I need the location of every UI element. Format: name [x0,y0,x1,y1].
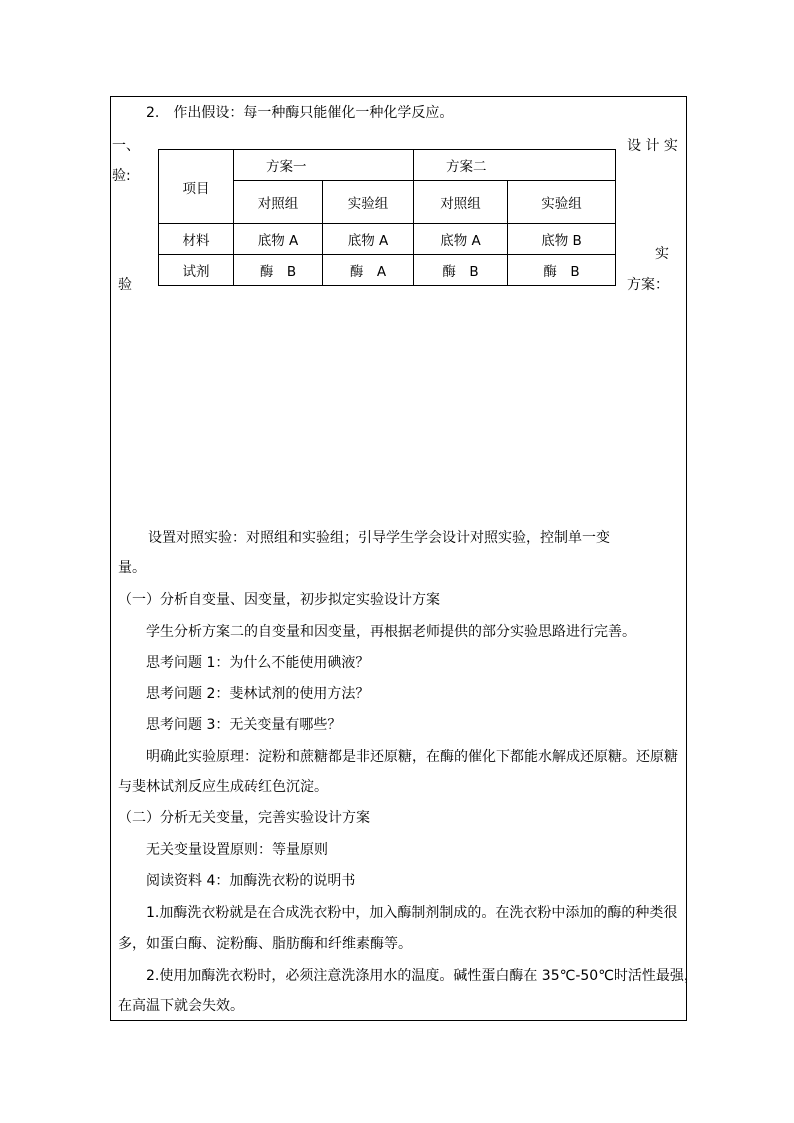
table-row [159,255,616,286]
header-plan1: 方案一 [234,150,414,181]
table-cell: 酶 B [508,255,616,286]
principle-line2: 与斐林试剂反应生成砖红色沉淀。 [118,779,328,795]
side-label-three: 验 [118,277,132,293]
table-cell: 酶 B [234,255,323,286]
row-label: 试剂 [159,255,234,286]
table-cell: 底物 A [323,224,414,255]
side-label-two: 验: [112,168,131,184]
principle-line1: 明确此实验原理：淀粉和蔗糖都是非还原糖，在酶的催化下都能水解成还原糖。还原糖 [146,749,678,765]
header-plan2: 方案二 [414,150,616,181]
experiment-plan-table [158,149,616,286]
item2-line2: 在高温下就会失效。 [118,998,244,1014]
header-experiment-2: 实验组 [508,181,616,224]
table-cell: 底物 A [414,224,508,255]
side-right-design: 设 计 实 [627,138,678,154]
question-1: 思考问题 1：为什么不能使用碘液？ [146,655,370,671]
side-right-shi: 实 [655,246,669,262]
row-label: 材料 [159,224,234,255]
header-control-2: 对照组 [414,181,508,224]
header-experiment-1: 实验组 [323,181,414,224]
side-label-one: 一、 [112,138,140,154]
table-cell: 酶 A [323,255,414,286]
item1-line2: 多，如蛋白酶、淀粉酶、脂肪酶和纤维素酶等。 [118,936,412,952]
table-cell: 酶 B [414,255,508,286]
side-right-plan: 方案： [627,277,669,293]
question-3: 思考问题 3：无关变量有哪些？ [146,717,342,733]
section1-title: （一）分析自变量、因变量，初步拟定实验设计方案 [118,592,440,608]
item1-line1: 1.加酶洗衣粉就是在合成洗衣粉中，加入酶制剂制成的。在洗衣粉中添加的酶的种类很 [146,905,678,921]
section2-title: （二）分析无关变量，完善实验设计方案 [118,810,370,826]
question-2: 思考问题 2：斐林试剂的使用方法？ [146,686,370,702]
principle-equal: 无关变量设置原则：等量原则 [146,842,328,858]
student-analysis: 学生分析方案二的自变量和因变量，再根据老师提供的部分实验思路进行完善。 [146,624,636,640]
control-setup-line2: 量。 [118,560,146,576]
control-setup-line1: 设置对照实验：对照组和实验组；引导学生学会设计对照实验，控制单一变 [148,530,610,546]
table-cell: 底物 B [508,224,616,255]
table-cell: 底物 A [234,224,323,255]
header-item: 项目 [159,150,234,224]
reading-material: 阅读资料 4：加酶洗衣粉的说明书 [146,873,356,889]
item2-line1: 2.使用加酶洗衣粉时，必须注意洗涤用水的温度。碱性蛋白酶在 35℃-50℃时活性最强， [146,968,698,984]
table-row [159,224,616,255]
hypothesis-text: 2. 作出假设：每一种酶只能催化一种化学反应。 [146,105,454,121]
header-control-1: 对照组 [234,181,323,224]
